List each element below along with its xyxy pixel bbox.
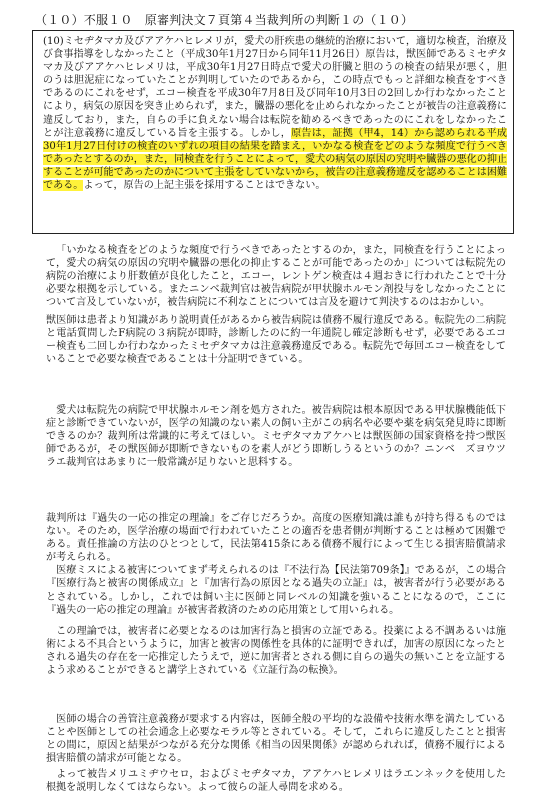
quote-text-part-2: よって，原告の上記主張を採用することはできない。	[83, 180, 326, 192]
argument-paragraph-1	[46, 244, 506, 309]
argument-paragraph-3	[46, 404, 506, 469]
quote-highlighted-text: 原告は，証拠（甲4，14）から認められる平成30年1月27日付けの検査のいずれの項目の結果を踏まえ，いかなる検査をどのような頻度で行うべきであったとするのか，また，同検査を行うことによって，愛犬の病気の原因の究明や臓器の悪化の抑止することが可能であったのかについて主張をしていないから，被告の注意義務違反を認めることは困難である。	[43, 127, 508, 192]
paragraph-text: 愛犬は転院先の病院で甲状腺ホルモン剤を処方された。被告病院は根本原因である甲状腺機能低下症と診断できていないが，医学の知識のない素人の飼い主がこの病名や必要や薬を病気発見時に即断できるのか？裁判所は常識的に考えてほしい。ミセヂタマカアケハヒは獣医師の国家資格を持つ獣医師であるが，その獣医師が即断できないものを素人がどう即断しうるというのか？ニンベ ズヨウツラエ裁判官はあまりに一般常識が足りないと思料する。	[46, 405, 506, 469]
paragraph-text: 裁判所は『過失の一応の推定の理論』をご存じだろうか。高度の医療知識は誰もが持ち得るものではない。そのため，医学治療の場面で行われていたことの適否を患者側が判断することは極めて困難である。責任推論の方法のひとつとして，民法第415条にある債務不履行によって生じる損害賠償請求が考えられる。	[46, 513, 506, 564]
argument-paragraph-6	[46, 625, 506, 677]
paragraph-text: 「いかなる検査をどのような頻度で行うべきであったとするのか，また，同検査を行うことによって，愛犬の病気の原因の究明や臓器の悪化の抑止することが可能であったのか」については転院先の病院の治療により肝数値が良化したこと，エコー，レントゲン検査は４週おきに行われたことで十分必要な根拠を示している。またニンベ裁判官は被告病院が甲状腺ホルモン剤投与をしなかったことについて言及していないが，被告病院に不利なことについては言及を避けて判決するのはおかしい。	[46, 245, 506, 309]
quoted-judgment-box	[32, 30, 514, 234]
argument-paragraph-8	[46, 768, 506, 794]
quote-text-part-1: (10)ミセヂタマカ及びアアケハヒレメリが，愛犬の肝疾患の継続的治療において，適切な検査，治療及び食事指導をしなかったこと（平成30年1月27日から同年11月26日）原告は，獣医師であるミセヂタマカ及びアアケハヒレメリは，平成30年1月27日時点で愛犬の肝臓と胆のうの検査の結果が悪く，胆のうは胆泥症になっていたことが判明していたのであるから，この時点でもっと詳細な検査をすべきであるのにこれをせず，エコー検査を平成30年7月8日及び同年10月3日の2回しか行わなかったことにより，病気の原因を突き止められず，また，臓器の悪化を止められなかったことが被告の注意義務に違反しており，また，自らの手に負えない場合は転院を勧めるべきであったのにこれをしなかったことが注意義務に違反している旨を主張する。しかし，	[43, 36, 507, 139]
paragraph-text: 獣医師は患者より知識があり説明責任があるから被告病院は債務不履行違反である。転院先の二病院と電話質問したF病院の３病院が即時，診断したのに約一年通院し確定診断もせず，必要であるエコー検査も二回しか行わなかったミセヂタマカは注意義務違反である。転院先で毎回エコー検査をしていることで必要な検査であることは十分証明できている。	[46, 315, 506, 366]
paragraph-text: この理論では，被害者に必要となるのは加害行為と損害の立証である。投薬による不調あるいは施術による不具合というように，加害と被害の関係性を具体的に証明できれば，加害の原因になったとされる過失の存在を一応推定したうえで，逆に加害者とされる側に自らの過失の無いことを立証するよう求めることができると講学上されている《立証行為の転換》。	[46, 626, 506, 677]
argument-paragraph-2	[46, 314, 506, 366]
quoted-judgment-text	[43, 35, 507, 192]
argument-paragraph-4	[46, 512, 506, 617]
paragraph-text: 医療ミスによる被害についてまず考えられるのは『不法行為【民法第709条】』であるが，この場合『医療行為と被害の関係成立』と『加害行為の原因となる過失の立証』は，被害者が行う必要があるとされている。しかし，これでは飼い主に医師と同レベルの知識を強いることになるので，ここに『過失の一応の推定の理論』が被害者救済のための応用策として用いられる。	[46, 565, 506, 616]
argument-paragraph-7	[46, 713, 506, 765]
paragraph-text: よって被告メリユミヂウセロ，およびミセヂタマカ，アアケハヒレメリはラエンネックを使用した根拠を説明しなくてはならない。よって彼らの証人尋問を求める。	[46, 769, 506, 794]
paragraph-text: 医師の場合の善管注意義務が要求する内容は，医師全般の平均的な設備や技術水準を満たしていることや医師としての社会通念上必要なモラル等とされている。そして，これらに違反したことと損害との間に，原因と結果がつながる充分な関係《相当の因果関係》が認められれば，債務不履行による損害賠償の請求が可能となる。	[46, 714, 506, 765]
section-title: （１０）不服１０ 原審判決文７頁第４当裁判所の判断１の（１０）	[35, 13, 414, 27]
